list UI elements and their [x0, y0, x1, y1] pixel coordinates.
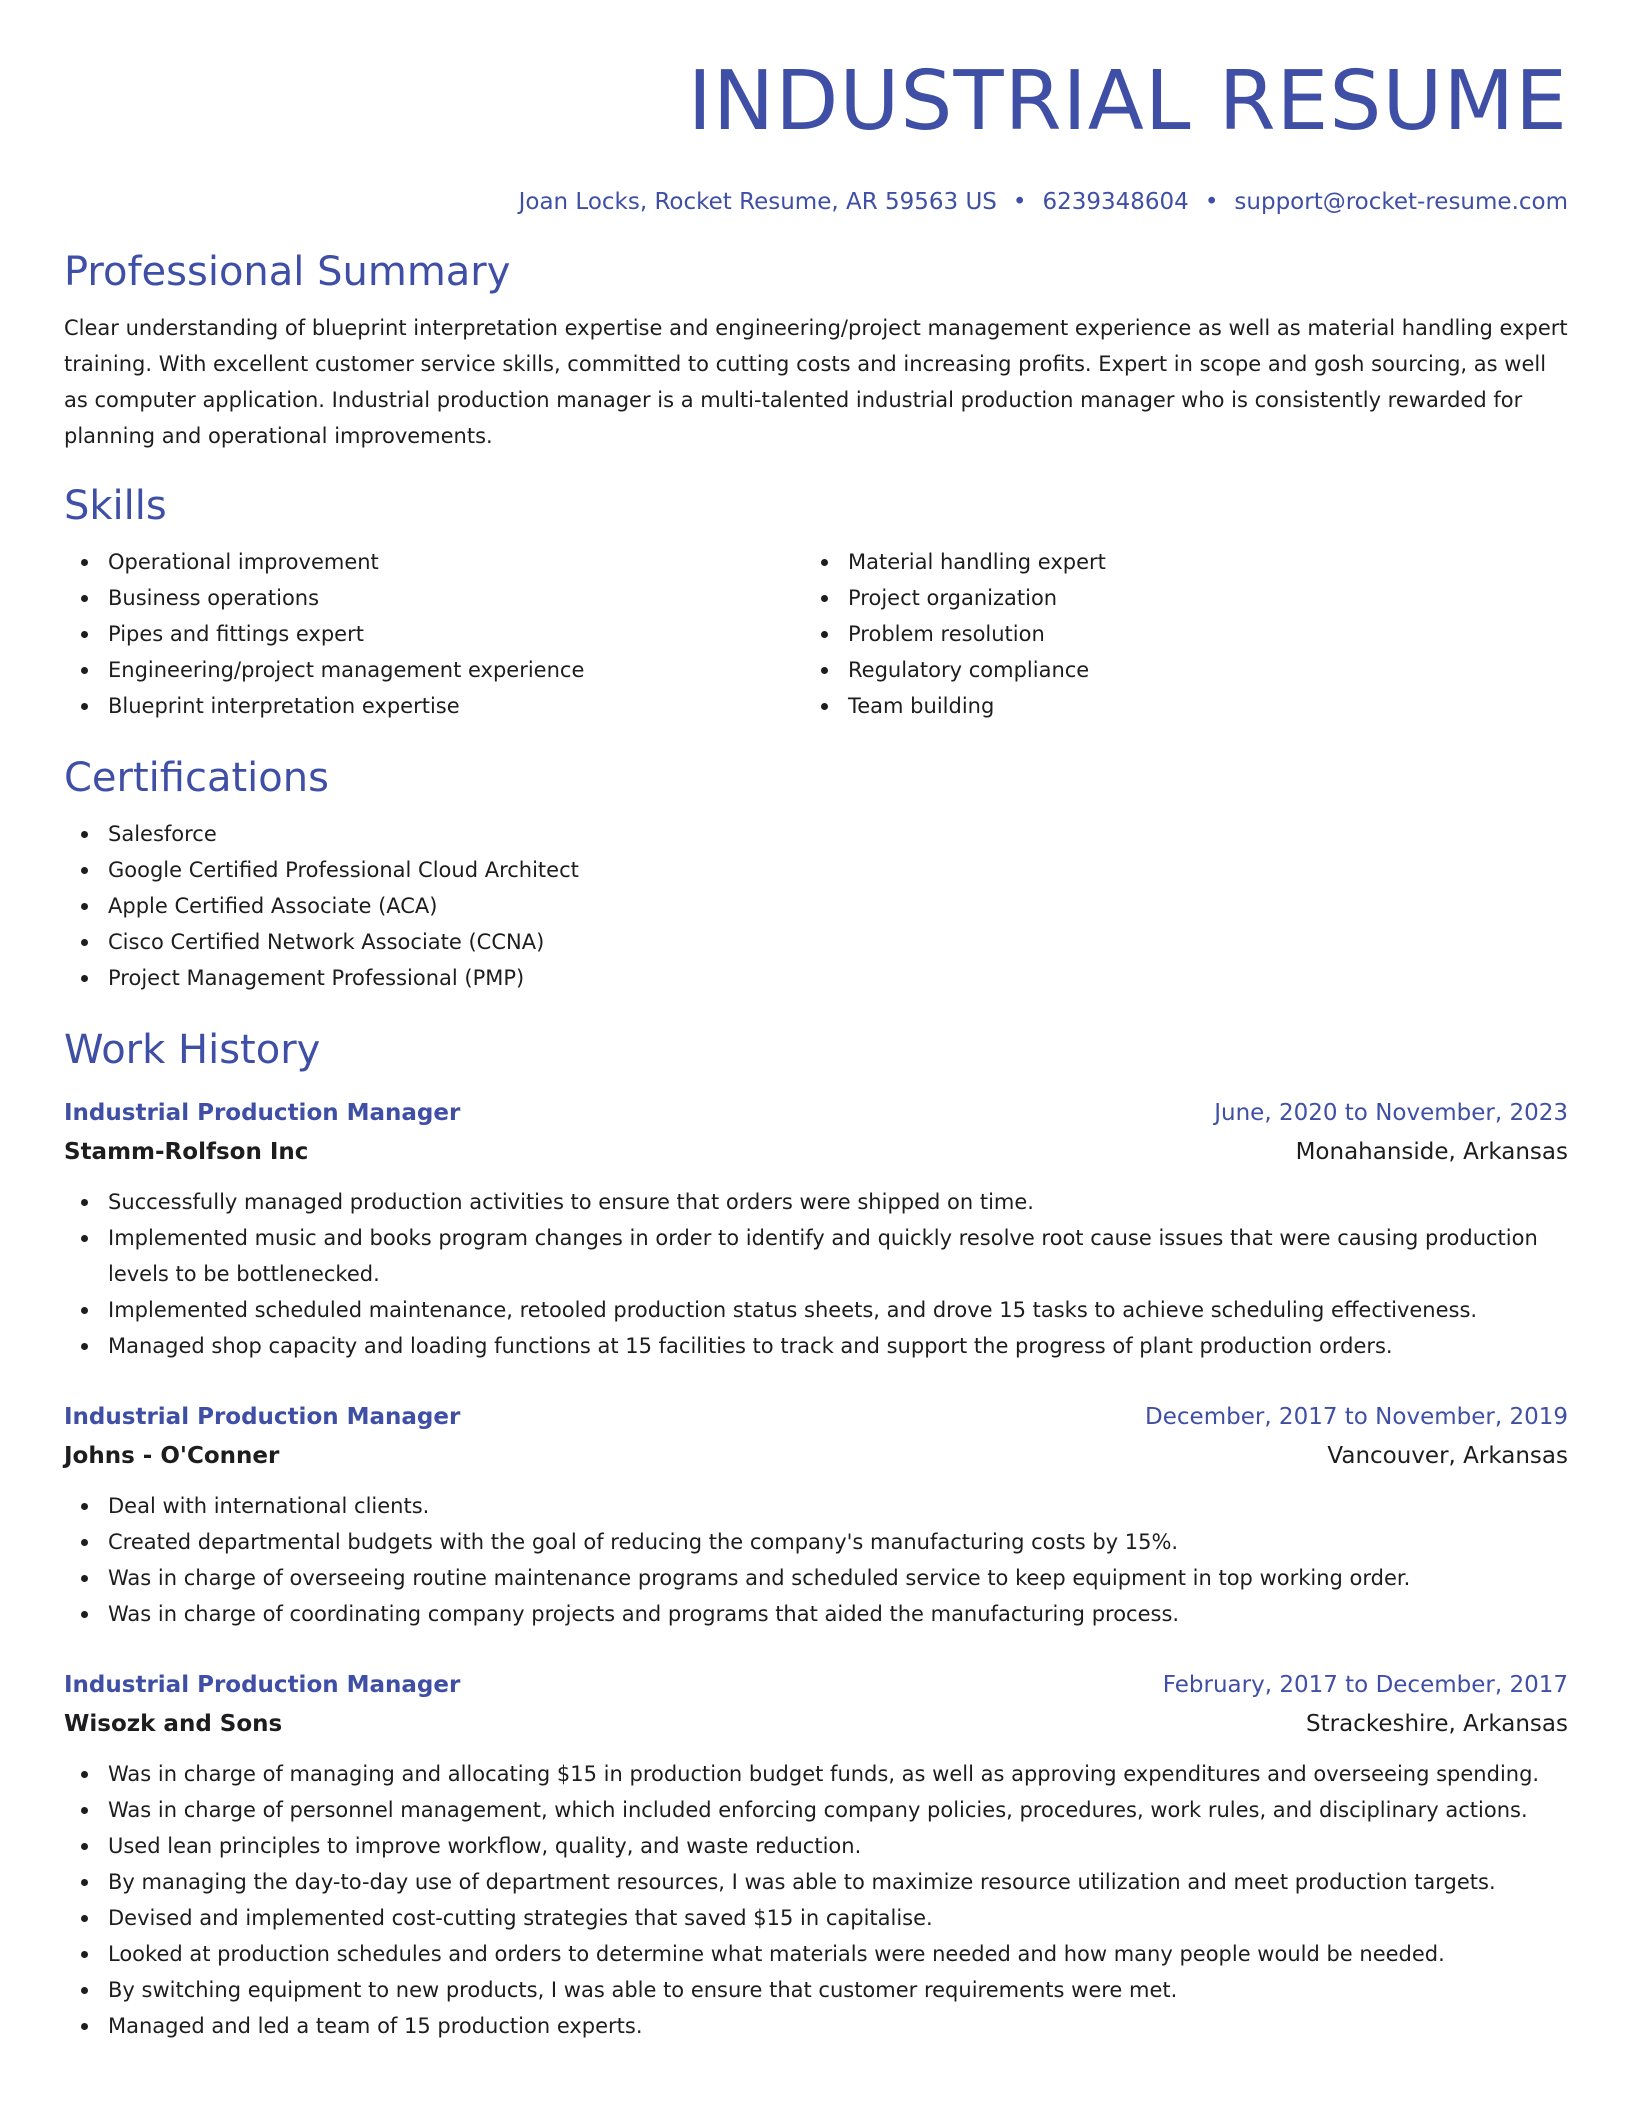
job-company-row: [64, 1704, 1568, 1744]
job-duty: Managed and led a team of 15 production experts.: [64, 2008, 1568, 2044]
job-duty: By switching equipment to new products, I was able to ensure that customer requirements were met.: [64, 1972, 1568, 2008]
job-company-row: [64, 1132, 1568, 1172]
summary-section: [64, 246, 1568, 454]
job-entry: [64, 1666, 1568, 2044]
job-duty: By managing the day-to-day use of department resources, I was able to maximize resource utilization and meet production targets.: [64, 1864, 1568, 1900]
certification-item: Project Management Professional (PMP): [64, 960, 1568, 996]
job-duty: Created departmental budgets with the goal of reducing the company's manufacturing costs by 15%.: [64, 1524, 1568, 1560]
job-dates: December, 2017 to November, 2019: [1145, 1404, 1568, 1430]
job-position: Industrial Production Manager: [64, 1672, 461, 1698]
job-duties-list: [64, 1488, 1568, 1632]
job-duty: Implemented scheduled maintenance, retooled production status sheets, and drove 15 tasks to achieve scheduling effectiveness.: [64, 1292, 1568, 1328]
certification-item: Cisco Certified Network Associate (CCNA): [64, 924, 1568, 960]
job-dates: February, 2017 to December, 2017: [1162, 1672, 1568, 1698]
job-header-row: [64, 1398, 1568, 1436]
skill-item: Blueprint interpretation expertise: [64, 688, 804, 724]
job-location: Strackeshire, Arkansas: [1306, 1711, 1568, 1737]
job-entry: [64, 1094, 1568, 1364]
job-duty: Deal with international clients.: [64, 1488, 1568, 1524]
job-duty: Was in charge of overseeing routine maintenance programs and scheduled service to keep equipment in top working order.: [64, 1560, 1568, 1596]
skill-item: Problem resolution: [804, 616, 1568, 652]
skill-item: Pipes and fittings expert: [64, 616, 804, 652]
certifications-list: [64, 816, 1568, 996]
certifications-heading: Certifications: [64, 755, 329, 801]
summary-text: Clear understanding of blueprint interpretation expertise and engineering/project management experience as well as material handling expert training. With excellent customer service skills, committed to cutting costs and increasing profits. Expert in scope and gosh sourcing, as well as computer application. Industrial production manager is a multi-talented industrial production manager who is consistently rewarded for planning and operational improvements.: [64, 316, 1568, 448]
job-location: Vancouver, Arkansas: [1327, 1443, 1568, 1469]
skills-list-right: [804, 544, 1568, 724]
certification-item: Google Certified Professional Cloud Architect: [64, 852, 1568, 888]
summary-heading: Professional Summary: [64, 249, 511, 295]
job-duty: Implemented music and books program changes in order to identify and quickly resolve root cause issues that were causing production levels to be bottlenecked.: [64, 1220, 1568, 1292]
job-header-row: [64, 1666, 1568, 1704]
work-history-section: [64, 1024, 1568, 2044]
job-position: Industrial Production Manager: [64, 1404, 461, 1430]
skills-heading: Skills: [64, 483, 167, 529]
skill-item: Engineering/project management experience: [64, 652, 804, 688]
job-duty: Was in charge of managing and allocating $15 in production budget funds, as well as approving expenditures and overseeing spending.: [64, 1756, 1568, 1792]
job-duty: Managed shop capacity and loading functions at 15 facilities to track and support the progress of plant production orders.: [64, 1328, 1568, 1364]
skill-item: Business operations: [64, 580, 804, 616]
resume-header: [64, 48, 1568, 218]
skill-item: Team building: [804, 688, 1568, 724]
job-dates: June, 2020 to November, 2023: [1214, 1100, 1568, 1126]
job-entry: [64, 1398, 1568, 1632]
skill-item: Project organization: [804, 580, 1568, 616]
work-history-heading: Work History: [64, 1027, 321, 1073]
job-company-row: [64, 1436, 1568, 1476]
job-location: Monahanside, Arkansas: [1295, 1139, 1568, 1165]
contact-phone: 6239348604: [1042, 189, 1189, 215]
job-company: Stamm-Rolfson Inc: [64, 1139, 309, 1165]
skills-section: [64, 480, 1568, 724]
job-duty: Used lean principles to improve workflow, quality, and waste reduction.: [64, 1828, 1568, 1864]
skills-grid: [64, 544, 1568, 724]
job-duties-list: [64, 1756, 1568, 2044]
skill-item: Material handling expert: [804, 544, 1568, 580]
job-position: Industrial Production Manager: [64, 1100, 461, 1126]
job-duty: Was in charge of personnel management, which included enforcing company policies, procedures, work rules, and disciplinary actions.: [64, 1792, 1568, 1828]
certification-item: Apple Certified Associate (ACA): [64, 888, 1568, 924]
certification-item: Salesforce: [64, 816, 1568, 852]
job-duty: Looked at production schedules and orders to determine what materials were needed and how many people would be needed.: [64, 1936, 1568, 1972]
job-company: Johns - O'Conner: [64, 1443, 280, 1469]
certifications-section: [64, 752, 1568, 996]
contact-address: Joan Locks, Rocket Resume, AR 59563 US: [518, 189, 997, 215]
contact-line: [64, 186, 1568, 218]
skill-item: Operational improvement: [64, 544, 804, 580]
job-duties-list: [64, 1184, 1568, 1364]
resume-title: INDUSTRIAL RESUME: [687, 54, 1568, 149]
job-duty: Was in charge of coordinating company projects and programs that aided the manufacturing process.: [64, 1596, 1568, 1632]
contact-email[interactable]: support@rocket-resume.com: [1234, 189, 1568, 215]
contact-separator: •: [1012, 189, 1027, 215]
job-duty: Devised and implemented cost-cutting strategies that saved $15 in capitalise.: [64, 1900, 1568, 1936]
skill-item: Regulatory compliance: [804, 652, 1568, 688]
contact-separator: •: [1204, 189, 1219, 215]
job-company: Wisozk and Sons: [64, 1711, 283, 1737]
skills-list-left: [64, 544, 804, 724]
job-header-row: [64, 1094, 1568, 1132]
job-duty: Successfully managed production activities to ensure that orders were shipped on time.: [64, 1184, 1568, 1220]
